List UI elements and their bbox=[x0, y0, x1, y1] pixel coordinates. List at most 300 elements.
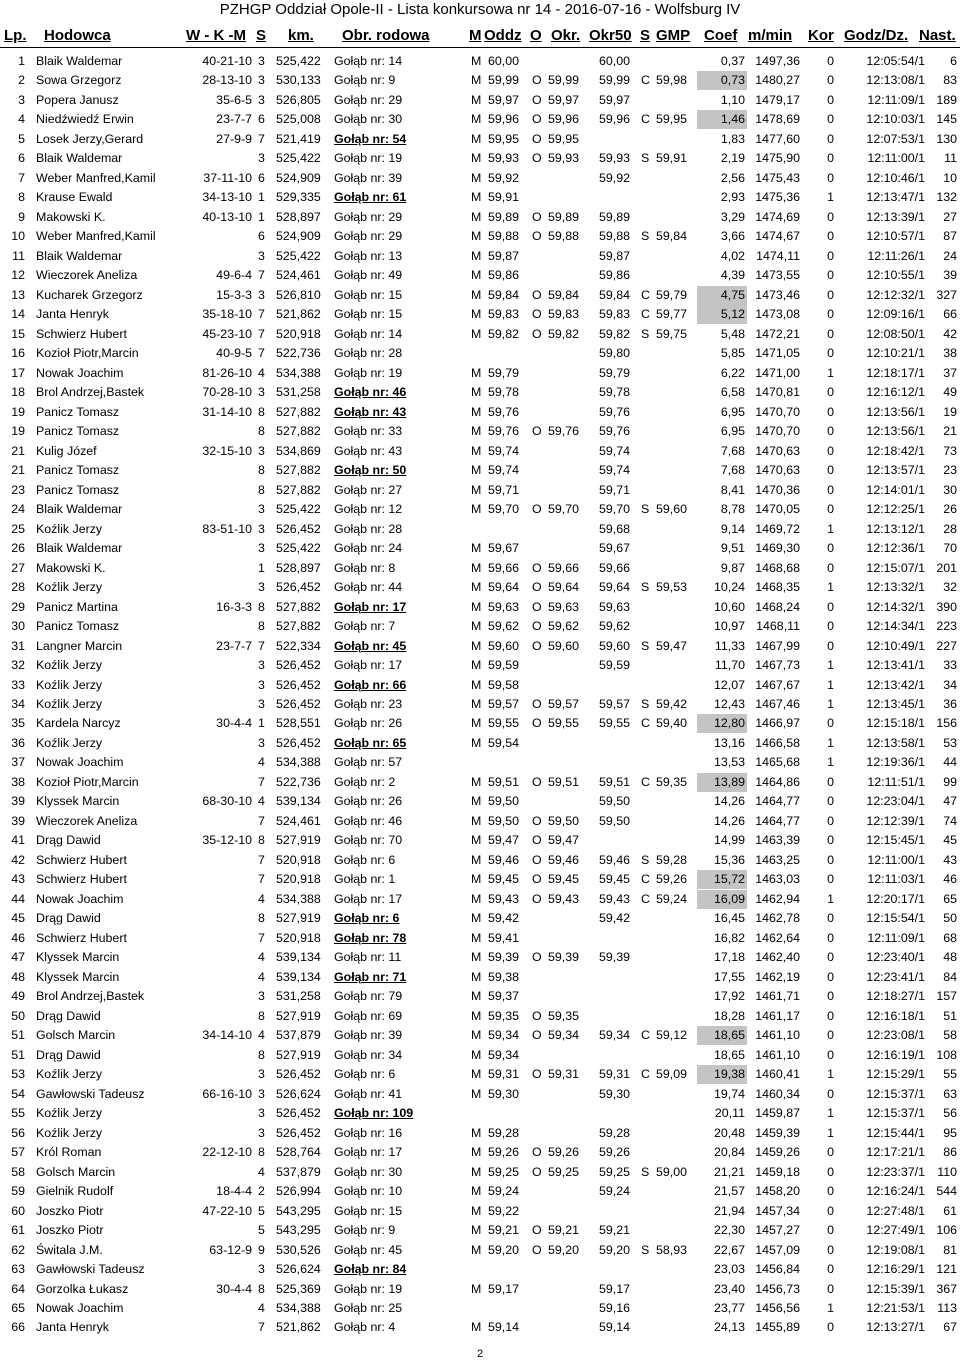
cell-coef: 16,82 bbox=[713, 930, 745, 945]
cell-gmp: 59,28 bbox=[656, 852, 688, 867]
cell-s: 7 bbox=[258, 930, 265, 945]
cell-km: 534,869 bbox=[276, 443, 321, 458]
cell-m: M bbox=[471, 1242, 482, 1257]
cell-oddz: 59,70 bbox=[488, 502, 520, 517]
header-godz: Godz/Dz. bbox=[844, 27, 909, 44]
cell-ring: Gołąb nr: 50 bbox=[334, 463, 407, 478]
cell-kor: 0 bbox=[827, 1223, 834, 1238]
cell-ring: Gołąb nr: 9 bbox=[334, 1223, 396, 1238]
cell-godz: 12:18:17/1 bbox=[866, 365, 925, 380]
cell-nast: 24 bbox=[943, 248, 957, 263]
table-row bbox=[0, 617, 960, 636]
table-row bbox=[0, 247, 960, 266]
cell-coef: 23,40 bbox=[713, 1281, 745, 1296]
cell-godz: 12:18:42/1 bbox=[866, 443, 925, 458]
cell-lp: 51 bbox=[11, 1047, 25, 1062]
cell-lp: 66 bbox=[11, 1320, 25, 1335]
cell-ring: Gołąb nr: 26 bbox=[334, 716, 403, 731]
cell-oddz: 59,25 bbox=[488, 1164, 520, 1179]
cell-nast: 113 bbox=[937, 1301, 957, 1315]
cell-godz: 12:13:12/1 bbox=[866, 521, 925, 536]
cell-lp: 24 bbox=[11, 502, 25, 517]
cell-okr: 59,99 bbox=[548, 73, 580, 88]
cell-o: O bbox=[532, 92, 542, 107]
cell-okr50: 59,67 bbox=[599, 541, 631, 556]
header-oddz: Oddz bbox=[484, 27, 522, 44]
cell-m: M bbox=[471, 891, 482, 906]
cell-kor: 0 bbox=[827, 151, 834, 166]
cell-okr50: 59,31 bbox=[599, 1067, 631, 1082]
cell-km: 543,295 bbox=[276, 1223, 321, 1238]
cell-kor: 0 bbox=[827, 872, 834, 887]
cell-kor: 0 bbox=[827, 307, 834, 322]
cell-o: O bbox=[532, 287, 542, 302]
cell-o: O bbox=[532, 599, 542, 614]
cell-oddz: 59,63 bbox=[488, 599, 520, 614]
cell-o: O bbox=[532, 502, 542, 517]
cell-mmin: 1468,24 bbox=[755, 599, 800, 614]
table-row bbox=[0, 676, 960, 695]
cell-nast: 61 bbox=[943, 1203, 957, 1218]
cell-nast: 11 bbox=[944, 151, 957, 166]
cell-name: Koźlik Jerzy bbox=[36, 521, 103, 536]
cell-km: 526,624 bbox=[276, 1086, 321, 1101]
cell-o: O bbox=[532, 813, 542, 828]
cell-ring: Gołąb nr: 65 bbox=[334, 735, 407, 750]
cell-m: M bbox=[471, 190, 482, 205]
cell-name: Schwierz Hubert bbox=[36, 326, 127, 341]
cell-oddz: 59,74 bbox=[488, 463, 520, 478]
cell-name: Wieczorek Aneliza bbox=[36, 268, 138, 283]
header-obr: Obr. rodowa bbox=[342, 27, 430, 44]
cell-okr50: 59,74 bbox=[599, 463, 631, 478]
cell-km: 521,419 bbox=[276, 131, 321, 146]
cell-okr50: 59,21 bbox=[599, 1223, 631, 1238]
cell-km: 527,919 bbox=[276, 1008, 321, 1023]
cell-okr50: 59,45 bbox=[599, 872, 631, 887]
cell-kor: 0 bbox=[827, 638, 834, 653]
cell-s: 7 bbox=[258, 813, 265, 828]
cell-gmp: 59,47 bbox=[656, 638, 688, 653]
cell-sg: S bbox=[641, 229, 650, 244]
cell-km: 527,882 bbox=[276, 599, 321, 614]
cell-kor: 0 bbox=[827, 1047, 834, 1062]
cell-lp: 13 bbox=[11, 287, 25, 302]
cell-lp: 44 bbox=[11, 891, 25, 906]
cell-o: O bbox=[532, 580, 542, 595]
cell-oddz: 59,60 bbox=[488, 638, 520, 653]
cell-godz: 12:17:21/1 bbox=[866, 1145, 925, 1160]
cell-nast: 42 bbox=[943, 326, 957, 341]
cell-lp: 3 bbox=[18, 92, 25, 107]
cell-name: Langner Marcin bbox=[36, 638, 123, 653]
cell-sg: S bbox=[641, 502, 650, 517]
cell-ring: Gołąb nr: 9 bbox=[334, 73, 396, 88]
cell-mmin: 1461,71 bbox=[755, 989, 800, 1004]
cell-ring: Gołąb nr: 2 bbox=[334, 774, 396, 789]
cell-ring: Gołąb nr: 28 bbox=[334, 521, 403, 536]
cell-s: 8 bbox=[258, 1145, 265, 1160]
cell-nast: 70 bbox=[943, 541, 957, 556]
cell-m: M bbox=[471, 599, 482, 614]
cell-m: M bbox=[471, 619, 482, 634]
cell-lp: 57 bbox=[11, 1145, 25, 1160]
cell-s: 7 bbox=[258, 326, 265, 341]
cell-godz: 12:12:39/1 bbox=[866, 813, 925, 828]
cell-lp: 64 bbox=[11, 1281, 25, 1296]
cell-wkm: 31-14-10 bbox=[202, 404, 252, 419]
cell-name: Blaik Waldemar bbox=[36, 248, 123, 263]
cell-o: O bbox=[532, 872, 542, 887]
cell-s: 3 bbox=[258, 735, 265, 750]
cell-nast: 367 bbox=[936, 1281, 957, 1296]
cell-ring: Gołąb nr: 8 bbox=[334, 560, 396, 575]
cell-name: Blaik Waldemar bbox=[36, 54, 123, 68]
cell-km: 524,909 bbox=[276, 229, 321, 244]
cell-oddz: 59,55 bbox=[488, 716, 520, 731]
cell-mmin: 1467,73 bbox=[755, 658, 800, 673]
cell-km: 525,422 bbox=[276, 541, 321, 556]
cell-m: M bbox=[471, 1008, 482, 1023]
cell-mmin: 1480,27 bbox=[755, 73, 800, 88]
table-row bbox=[0, 1104, 960, 1123]
cell-m: M bbox=[471, 1320, 482, 1335]
cell-name: Koźlik Jerzy bbox=[36, 696, 103, 711]
cell-o: O bbox=[532, 326, 542, 341]
cell-kor: 0 bbox=[827, 1028, 834, 1043]
cell-coef: 2,19 bbox=[720, 151, 745, 166]
cell-o: O bbox=[532, 696, 542, 711]
cell-km: 527,882 bbox=[276, 463, 321, 478]
cell-ring: Gołąb nr: 71 bbox=[334, 969, 407, 984]
cell-nast: 19 bbox=[943, 404, 957, 419]
cell-wkm: 63-12-9 bbox=[209, 1242, 252, 1257]
cell-name: Klyssek Marcin bbox=[36, 969, 120, 984]
cell-km: 528,551 bbox=[276, 716, 321, 731]
cell-s: 3 bbox=[258, 1067, 265, 1082]
table-row bbox=[0, 1026, 960, 1045]
cell-sg: S bbox=[641, 696, 650, 711]
table-row bbox=[0, 188, 960, 207]
cell-coef: 7,68 bbox=[720, 443, 745, 458]
cell-ring: Gołąb nr: 17 bbox=[334, 658, 403, 673]
cell-s: 3 bbox=[258, 541, 265, 556]
table-row bbox=[0, 110, 960, 129]
cell-godz: 12:15:37/1 bbox=[866, 1086, 925, 1101]
cell-km: 526,452 bbox=[276, 677, 321, 692]
cell-name: Nowak Joachim bbox=[36, 365, 124, 380]
table-row bbox=[0, 91, 960, 110]
cell-nast: 33 bbox=[943, 658, 957, 673]
cell-coef: 11,33 bbox=[714, 638, 745, 653]
cell-okr: 59,89 bbox=[548, 209, 580, 224]
cell-m: M bbox=[471, 560, 482, 575]
cell-coef: 21,21 bbox=[713, 1164, 745, 1179]
cell-m: M bbox=[471, 911, 482, 926]
cell-km: 539,134 bbox=[276, 794, 321, 809]
cell-name: Popera Janusz bbox=[36, 92, 119, 107]
cell-mmin: 1470,63 bbox=[755, 443, 800, 458]
cell-lp: 27 bbox=[11, 560, 25, 575]
cell-gmp: 59,42 bbox=[656, 696, 688, 711]
cell-okr50: 59,43 bbox=[599, 891, 631, 906]
cell-okr50: 59,59 bbox=[599, 658, 631, 673]
cell-s: 4 bbox=[258, 365, 265, 380]
cell-name: Klyssek Marcin bbox=[36, 950, 120, 965]
cell-ring: Gołąb nr: 17 bbox=[334, 891, 403, 906]
table-row bbox=[0, 403, 960, 422]
cell-km: 525,422 bbox=[276, 248, 321, 263]
cell-coef: 12,43 bbox=[713, 696, 745, 711]
cell-mmin: 1462,40 bbox=[755, 950, 800, 965]
cell-kor: 1 bbox=[827, 755, 834, 770]
cell-km: 522,736 bbox=[276, 346, 321, 361]
table-row bbox=[0, 559, 960, 578]
cell-km: 524,909 bbox=[276, 170, 321, 185]
table-row bbox=[0, 364, 960, 383]
cell-s: 8 bbox=[258, 619, 265, 634]
cell-okr50: 59,74 bbox=[599, 443, 631, 458]
cell-s: 7 bbox=[258, 872, 265, 887]
cell-oddz: 59,76 bbox=[488, 404, 520, 419]
cell-m: M bbox=[471, 443, 482, 458]
cell-s: 3 bbox=[258, 658, 265, 673]
cell-km: 543,295 bbox=[276, 1203, 321, 1218]
cell-wkm: 23-7-7 bbox=[216, 638, 252, 653]
cell-name: Nowak Joachim bbox=[36, 1301, 124, 1315]
cell-nast: 544 bbox=[936, 1184, 957, 1199]
cell-lp: 51 bbox=[11, 1028, 25, 1043]
cell-mmin: 1462,64 bbox=[755, 930, 800, 945]
cell-nast: 189 bbox=[936, 92, 957, 107]
cell-s: 7 bbox=[258, 307, 265, 322]
cell-name: Schwierz Hubert bbox=[36, 930, 127, 945]
cell-lp: 60 bbox=[11, 1203, 25, 1218]
cell-mmin: 1468,11 bbox=[756, 619, 800, 634]
cell-godz: 12:13:32/1 bbox=[866, 580, 925, 595]
cell-godz: 12:10:03/1 bbox=[866, 112, 925, 127]
cell-godz: 12:13:27/1 bbox=[866, 1320, 925, 1335]
cell-km: 527,919 bbox=[276, 833, 321, 848]
cell-oddz: 59,20 bbox=[488, 1242, 520, 1257]
cell-kor: 0 bbox=[827, 541, 834, 556]
cell-kor: 1 bbox=[827, 580, 834, 595]
cell-coef: 5,48 bbox=[720, 326, 745, 341]
cell-s: 8 bbox=[258, 833, 265, 848]
cell-coef: 18,65 bbox=[713, 1047, 745, 1062]
cell-mmin: 1473,08 bbox=[755, 307, 800, 322]
cell-ring: Gołąb nr: 13 bbox=[334, 248, 403, 263]
cell-s: 4 bbox=[258, 950, 265, 965]
cell-kor: 1 bbox=[827, 1125, 834, 1140]
cell-m: M bbox=[471, 248, 482, 263]
cell-m: M bbox=[471, 1184, 482, 1199]
cell-coef: 4,39 bbox=[720, 268, 745, 283]
cell-oddz: 59,34 bbox=[488, 1047, 520, 1062]
cell-km: 524,461 bbox=[276, 268, 321, 283]
cell-oddz: 59,91 bbox=[488, 190, 520, 205]
cell-godz: 12:16:19/1 bbox=[866, 1047, 925, 1062]
cell-ring: Gołąb nr: 45 bbox=[334, 638, 407, 653]
cell-name: Koźlik Jerzy bbox=[36, 1067, 103, 1082]
cell-ring: Gołąb nr: 19 bbox=[334, 365, 403, 380]
cell-km: 527,882 bbox=[276, 404, 321, 419]
cell-name: Panicz Tomasz bbox=[36, 619, 120, 634]
table-row bbox=[0, 987, 960, 1006]
cell-s: 3 bbox=[258, 443, 265, 458]
cell-wkm: 47-22-10 bbox=[202, 1203, 252, 1218]
cell-godz: 12:05:54/1 bbox=[866, 54, 925, 68]
cell-nast: 39 bbox=[943, 268, 957, 283]
cell-okr: 59,46 bbox=[548, 852, 580, 867]
cell-okr50: 59,70 bbox=[599, 502, 631, 517]
cell-s: 8 bbox=[258, 1047, 265, 1062]
cell-oddz: 59,35 bbox=[488, 1008, 520, 1023]
cell-name: Koźlik Jerzy bbox=[36, 677, 103, 692]
cell-godz: 12:23:40/1 bbox=[866, 950, 925, 965]
cell-name: Schwierz Hubert bbox=[36, 872, 127, 887]
cell-ring: Gołąb nr: 12 bbox=[334, 502, 403, 517]
cell-okr50: 59,64 bbox=[599, 580, 631, 595]
cell-kor: 1 bbox=[827, 190, 834, 205]
cell-name: Gawłowski Tadeusz bbox=[36, 1262, 145, 1277]
cell-coef: 14,26 bbox=[713, 794, 745, 809]
cell-m: M bbox=[471, 696, 482, 711]
header-hodowca: Hodowca bbox=[44, 27, 111, 44]
cell-nast: 47 bbox=[943, 794, 957, 809]
table-row bbox=[0, 656, 960, 675]
cell-m: M bbox=[471, 131, 482, 146]
cell-km: 539,134 bbox=[276, 950, 321, 965]
cell-wkm: 22-12-10 bbox=[202, 1145, 252, 1160]
cell-lp: 43 bbox=[11, 872, 25, 887]
cell-wkm: 49-6-4 bbox=[216, 268, 252, 283]
cell-m: M bbox=[471, 989, 482, 1004]
cell-m: M bbox=[471, 1086, 482, 1101]
cell-okr50: 59,80 bbox=[599, 346, 631, 361]
cell-lp: 62 bbox=[11, 1242, 25, 1257]
cell-mmin: 1466,58 bbox=[755, 735, 800, 750]
cell-m: M bbox=[471, 151, 482, 166]
cell-lp: 15 bbox=[11, 326, 25, 341]
cell-ring: Gołąb nr: 79 bbox=[334, 989, 403, 1004]
cell-s: 3 bbox=[258, 580, 265, 595]
cell-godz: 12:13:56/1 bbox=[866, 424, 925, 439]
cell-sg: S bbox=[641, 580, 650, 595]
cell-name: Świtala J.M. bbox=[36, 1242, 103, 1257]
cell-okr: 59,83 bbox=[548, 307, 580, 322]
cell-kor: 0 bbox=[827, 287, 834, 302]
cell-lp: 56 bbox=[11, 1125, 25, 1140]
cell-lp: 46 bbox=[11, 930, 25, 945]
cell-ring: Gołąb nr: 19 bbox=[334, 1281, 403, 1296]
cell-km: 526,452 bbox=[276, 1106, 321, 1121]
cell-name: Panicz Tomasz bbox=[36, 404, 120, 419]
cell-s: 4 bbox=[258, 891, 265, 906]
cell-okr50: 59,78 bbox=[599, 385, 631, 400]
cell-godz: 12:15:45/1 bbox=[866, 833, 925, 848]
cell-okr: 59,55 bbox=[548, 716, 580, 731]
cell-godz: 12:27:48/1 bbox=[866, 1203, 925, 1218]
cell-name: Niedźwiedź Erwin bbox=[36, 112, 134, 127]
table-row bbox=[0, 1202, 960, 1221]
cell-m: M bbox=[471, 365, 482, 380]
cell-mmin: 1470,05 bbox=[755, 502, 800, 517]
cell-s: 3 bbox=[258, 151, 265, 166]
cell-godz: 12:15:18/1 bbox=[866, 716, 925, 731]
table-row bbox=[0, 422, 960, 441]
cell-m: M bbox=[471, 774, 482, 789]
cell-ring: Gołąb nr: 43 bbox=[334, 404, 407, 419]
cell-oddz: 59,64 bbox=[488, 580, 520, 595]
cell-name: Weber Manfred,Kamil bbox=[36, 229, 156, 244]
table-row bbox=[0, 968, 960, 987]
cell-okr: 59,62 bbox=[548, 619, 580, 634]
cell-lp: 58 bbox=[11, 1164, 25, 1179]
cell-oddz: 59,30 bbox=[488, 1086, 520, 1101]
cell-godz: 12:10:21/1 bbox=[866, 346, 925, 361]
cell-mmin: 1470,81 bbox=[755, 385, 800, 400]
cell-godz: 12:15:07/1 bbox=[866, 560, 925, 575]
cell-lp: 1 bbox=[18, 54, 25, 68]
cell-o: O bbox=[532, 852, 542, 867]
cell-ring: Gołąb nr: 26 bbox=[334, 794, 403, 809]
table-row bbox=[0, 948, 960, 967]
cell-km: 527,882 bbox=[276, 482, 321, 497]
cell-coef: 19,74 bbox=[713, 1086, 745, 1101]
cell-s: 4 bbox=[258, 755, 265, 770]
cell-ring: Gołąb nr: 66 bbox=[334, 677, 407, 692]
cell-s: 3 bbox=[258, 248, 265, 263]
cell-ring: Gołąb nr: 6 bbox=[334, 852, 396, 867]
cell-oddz: 59,95 bbox=[488, 131, 520, 146]
cell-okr: 59,45 bbox=[548, 872, 580, 887]
cell-s: 3 bbox=[258, 92, 265, 107]
cell-km: 534,388 bbox=[276, 891, 321, 906]
cell-s: 8 bbox=[258, 404, 265, 419]
cell-okr50: 59,50 bbox=[599, 813, 631, 828]
cell-m: M bbox=[471, 813, 482, 828]
cell-wkm: 35-18-10 bbox=[202, 307, 252, 322]
cell-m: M bbox=[471, 424, 482, 439]
cell-lp: 45 bbox=[11, 911, 25, 926]
cell-wkm: 16-3-3 bbox=[216, 599, 252, 614]
cell-nast: 58 bbox=[943, 1028, 957, 1043]
cell-ring: Gołąb nr: 28 bbox=[334, 346, 403, 361]
cell-lp: 19 bbox=[11, 424, 25, 439]
cell-ring: Gołąb nr: 84 bbox=[334, 1262, 407, 1277]
table-row bbox=[0, 1260, 960, 1279]
cell-ring: Gołąb nr: 17 bbox=[334, 1145, 403, 1160]
cell-kor: 0 bbox=[827, 599, 834, 614]
cell-kor: 0 bbox=[827, 1008, 834, 1023]
cell-godz: 12:18:27/1 bbox=[866, 989, 925, 1004]
cell-coef: 13,53 bbox=[713, 755, 745, 770]
header-o: O bbox=[530, 27, 542, 44]
cell-km: 526,624 bbox=[276, 1262, 321, 1277]
table-row bbox=[0, 539, 960, 558]
cell-kor: 0 bbox=[827, 54, 834, 68]
cell-sg: C bbox=[641, 1028, 650, 1043]
cell-nast: 81 bbox=[943, 1242, 957, 1257]
cell-m: M bbox=[471, 463, 482, 478]
cell-oddz: 59,66 bbox=[488, 560, 520, 575]
cell-okr: 59,57 bbox=[548, 696, 580, 711]
cell-kor: 0 bbox=[827, 833, 834, 848]
cell-nast: 56 bbox=[943, 1106, 957, 1121]
cell-mmin: 1464,86 bbox=[755, 774, 800, 789]
table-row bbox=[0, 71, 960, 90]
